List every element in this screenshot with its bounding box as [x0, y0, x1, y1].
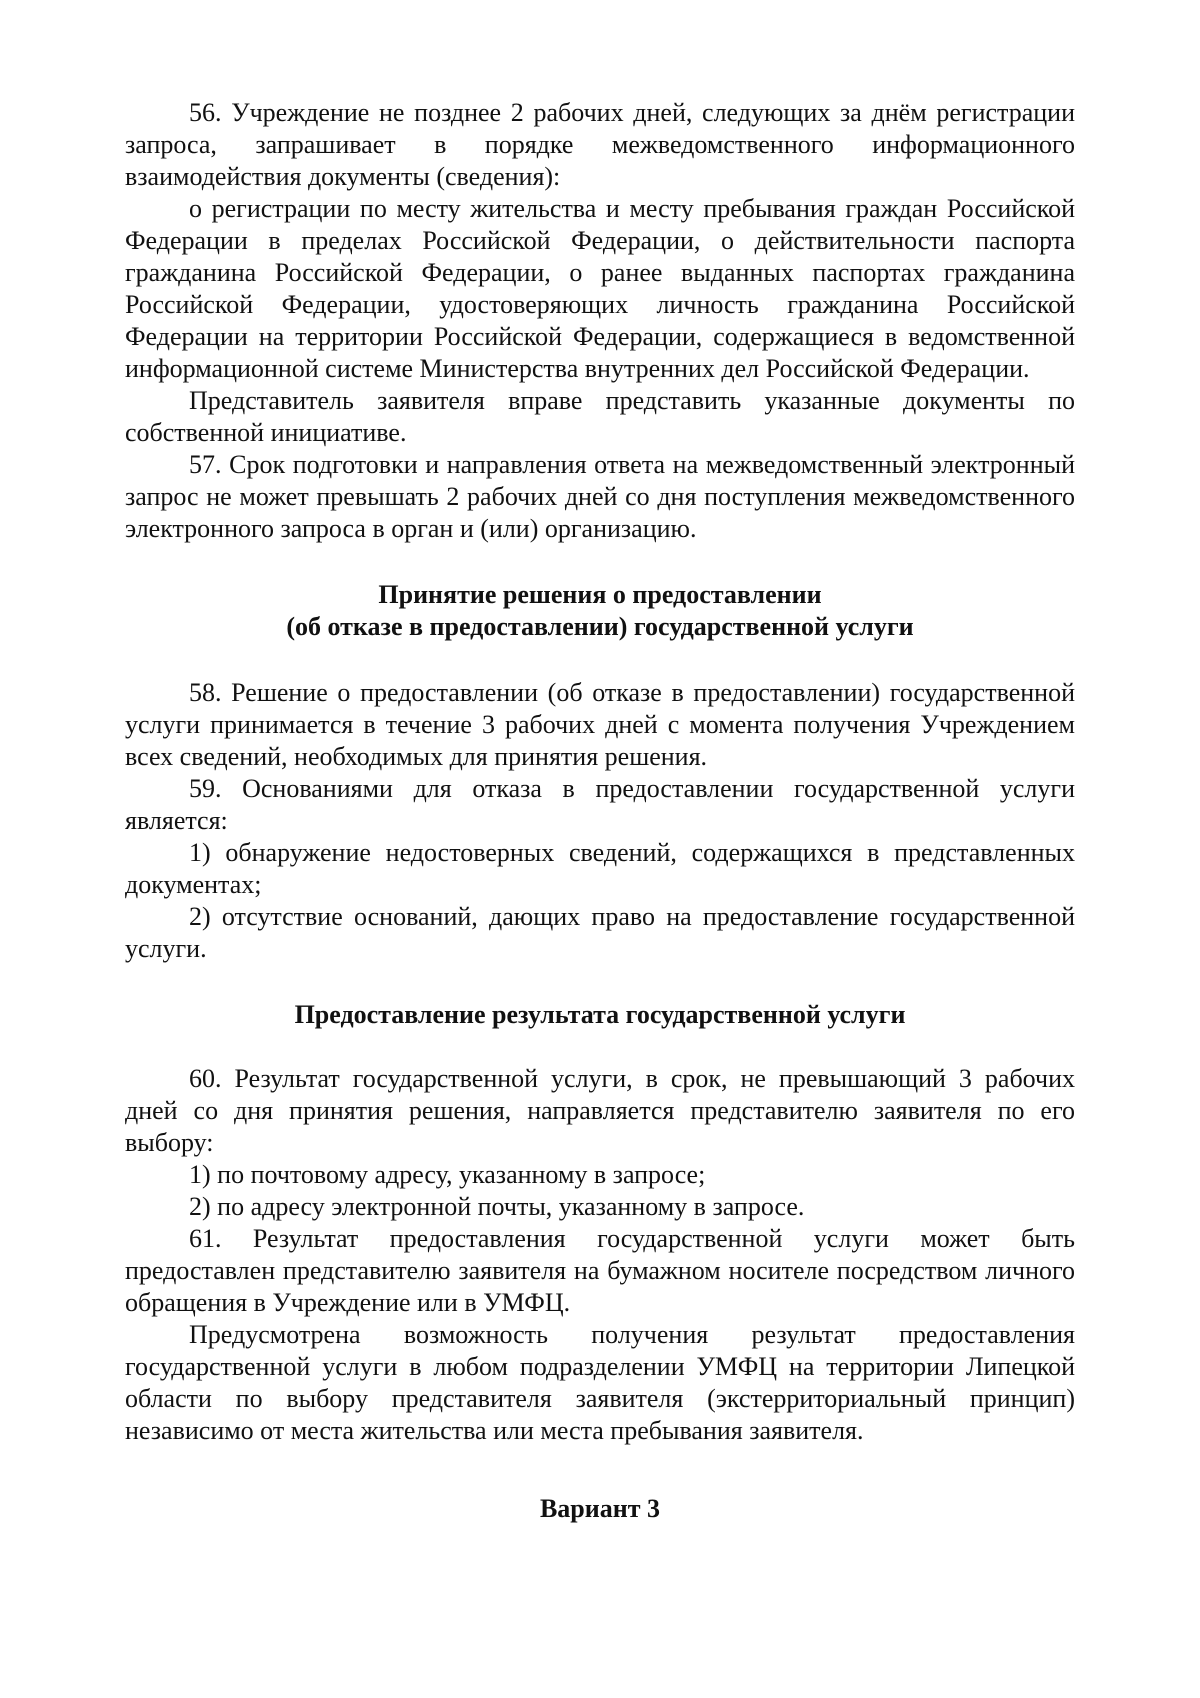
- paragraph-59-item-1: 1) обнаружение недостоверных сведений, содержащихся в представленных документах;: [125, 838, 1075, 899]
- paragraph-60-item-2: 2) по адресу электронной почты, указанному в запросе.: [189, 1192, 805, 1221]
- paragraph-60: 60. Результат государственной услуги, в срок, не превышающий 3 рабочих дней со дня принятия решения, направляется представителю заявителя по его выбору:: [125, 1064, 1075, 1157]
- paragraph-representative-right: Представитель заявителя вправе представить указанные документы по собственной инициативе.: [125, 386, 1075, 447]
- section-heading-result: Предоставление результата государственной услуги: [294, 1000, 906, 1029]
- section-heading-decision: [125, 579, 1075, 643]
- paragraph-61: 61. Результат предоставления государственной услуги может быть предоставлен представителю заявителя на бумажном носителе посредством личного обращения в Учреждение или в УМФЦ.: [125, 1224, 1075, 1317]
- paragraph-58: 58. Решение о предоставлении (об отказе в предоставлении) государственной услуги принимается в течение 3 рабочих дней с момента получения Учреждением всех сведений, необходимых для принятия решения.: [125, 678, 1075, 771]
- paragraph-56: 56. Учреждение не позднее 2 рабочих дней, следующих за днём регистрации запроса, запрашивает в порядке межведомственного информационного взаимодействия документы (сведения):: [125, 98, 1075, 191]
- paragraph-59-item-2: 2) отсутствие оснований, дающих право на предоставление государственной услуги.: [125, 902, 1075, 963]
- paragraph-59: 59. Основаниями для отказа в предоставлении государственной услуги является:: [125, 774, 1075, 835]
- paragraph-extraterritorial: Предусмотрена возможность получения результат предоставления государственной услуги в любом подразделении УМФЦ на территории Липецкой области по выбору представителя заявителя (экстерриториальный принцип) независимо от места жительства или места пребывания заявителя.: [125, 1320, 1075, 1445]
- section-heading-variant-3: Вариант 3: [539, 1494, 661, 1523]
- document-page: [125, 97, 1075, 1525]
- paragraph-57: 57. Срок подготовки и направления ответа на межведомственный электронный запрос не может превышать 2 рабочих дней со дня поступления межведомственного электронного запроса в орган и (или) организацию.: [125, 450, 1075, 543]
- section-heading-decision-line2: (об отказе в предоставлении) государственной услуги: [286, 612, 914, 641]
- section-heading-decision-line1: Принятие решения о предоставлении: [378, 580, 822, 609]
- paragraph-60-item-1: 1) по почтовому адресу, указанному в запросе;: [189, 1160, 706, 1189]
- paragraph-registration-info: о регистрации по месту жительства и месту пребывания граждан Российской Федерации в пределах Российской Федерации, о действительности паспорта гражданина Российской Федерации, о ранее выданных паспортах гражданина Российской Федерации, удостоверяющих личность гражданина Российской Федерации на территории Российской Федерации, содержащиеся в ведомственной информационной системе Министерства внутренних дел Российской Федерации.: [125, 194, 1075, 383]
